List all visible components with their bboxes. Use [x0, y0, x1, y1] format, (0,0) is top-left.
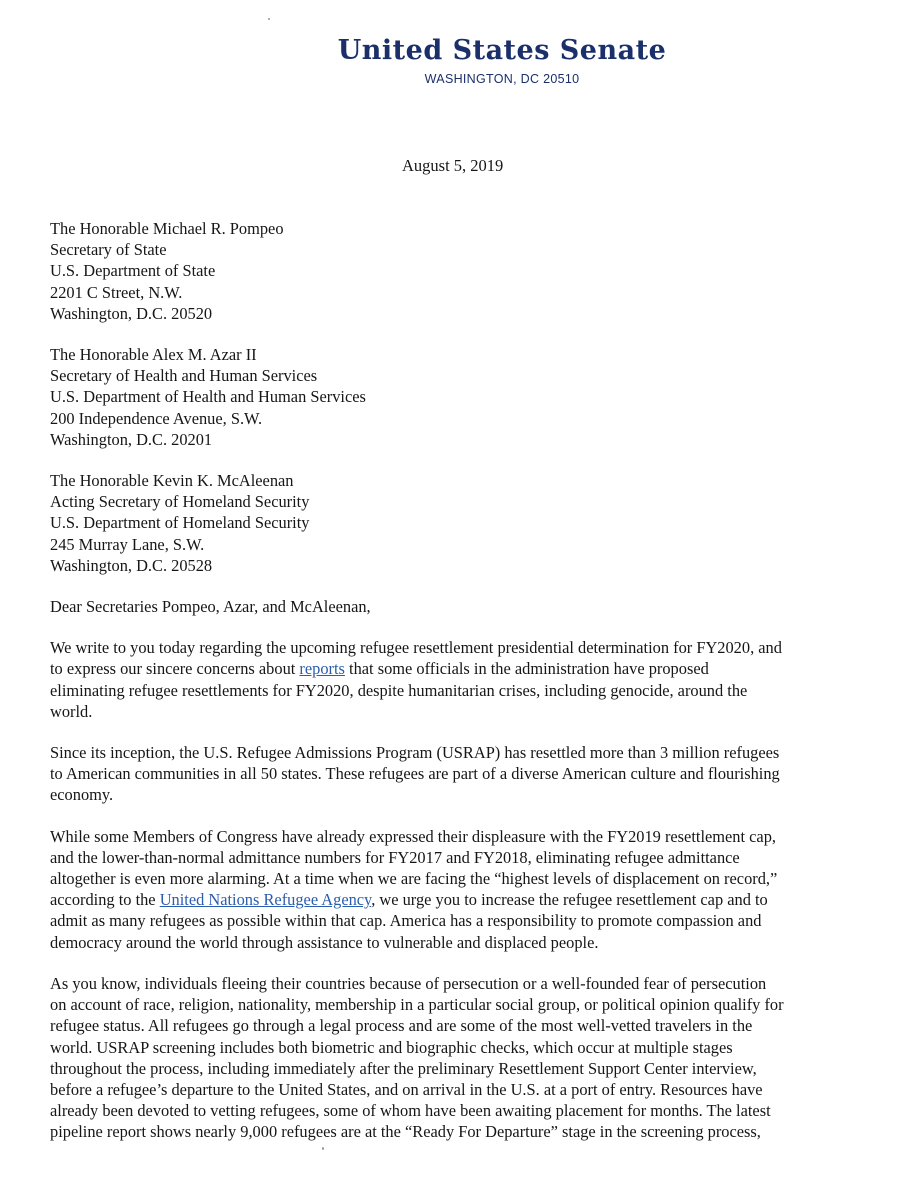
paragraph-line: world.	[50, 701, 93, 721]
recipient-address-block	[50, 344, 870, 450]
address-line: The Honorable Alex M. Azar II	[50, 345, 257, 365]
address-line: U.S. Department of State	[50, 261, 216, 281]
paragraph-line: before a refugee’s departure to the United States, and on arrival in the U.S. at a port of entry. Resources have	[50, 1079, 763, 1099]
paragraph-line: to American communities in all 50 states. These refugees are part of a diverse American culture and flourishing	[50, 764, 780, 784]
letterhead-title: United States Senate	[337, 35, 667, 66]
paragraph-line: eliminating refugee resettlements for FY2020, despite humanitarian crises, including genocide, around the	[50, 680, 748, 700]
paragraph-line	[50, 889, 870, 910]
address-line: The Honorable Michael R. Pompeo	[50, 219, 284, 238]
hyperlink[interactable]: United Nations Refugee Agency	[159, 890, 372, 910]
body-paragraph	[50, 742, 870, 806]
address-line: Washington, D.C. 20520	[50, 303, 213, 323]
paragraph-line: altogether is even more alarming. At a time when we are facing the “highest levels of displacement on record,”	[50, 869, 778, 889]
line-text-after-link: that some officials in the administration have proposed	[344, 659, 709, 679]
letter-body	[50, 218, 870, 1163]
body-paragraph	[50, 826, 870, 953]
paragraph-line: We write to you today regarding the upcoming refugee resettlement presidential determination for FY2020, and	[50, 638, 782, 658]
paragraph-line: and the lower-than-normal admittance numbers for FY2017 and FY2018, eliminating refugee admittance	[50, 847, 740, 867]
line-text-after-link: , we urge you to increase the refugee resettlement cap and to	[371, 890, 768, 910]
address-line: U.S. Department of Health and Human Services	[50, 387, 366, 407]
address-line: Acting Secretary of Homeland Security	[50, 492, 310, 512]
body-paragraph	[50, 637, 870, 722]
paragraph-line: Since its inception, the U.S. Refugee Admissions Program (USRAP) has resettled more than 3 million refugees	[50, 743, 780, 763]
letterhead	[0, 36, 914, 86]
recipient-address-block	[50, 470, 870, 576]
address-line: Secretary of State	[50, 240, 167, 260]
letter-paragraphs	[50, 637, 870, 1142]
letterhead-address: WASHINGTON, DC 20510	[424, 72, 580, 86]
scan-speck	[322, 1147, 324, 1150]
line-text-before-link: according to the	[50, 890, 160, 910]
address-line: 200 Independence Avenue, S.W.	[50, 408, 263, 428]
paragraph-line: admit as many refugees as possible within that cap. America has a responsibility to promote compassion and	[50, 911, 762, 931]
scan-speck	[268, 18, 270, 20]
address-line: Washington, D.C. 20528	[50, 555, 213, 575]
paragraph-line: world. USRAP screening includes both biometric and biographic checks, which occur at multiple stages	[50, 1037, 733, 1057]
recipient-address-block	[50, 218, 870, 324]
address-line: Secretary of Health and Human Services	[50, 366, 318, 386]
address-line: 245 Murray Lane, S.W.	[50, 534, 205, 554]
address-line: 2201 C Street, N.W.	[50, 282, 183, 302]
hyperlink[interactable]: reports	[299, 659, 345, 679]
address-line: Washington, D.C. 20201	[50, 429, 213, 449]
paragraph-line: on account of race, religion, nationality, membership in a particular social group, or political opinion qualify for	[50, 995, 784, 1015]
paragraph-line	[50, 658, 870, 679]
address-line: U.S. Department of Homeland Security	[50, 513, 310, 533]
paragraph-line: throughout the process, including immediately after the preliminary Resettlement Support Center interview,	[50, 1058, 757, 1078]
address-line: The Honorable Kevin K. McAleenan	[50, 471, 294, 491]
recipient-addresses	[50, 218, 870, 576]
paragraph-line: economy.	[50, 785, 114, 805]
paragraph-line: democracy around the world through assistance to vulnerable and displaced people.	[50, 932, 599, 952]
paragraph-line: While some Members of Congress have already expressed their displeasure with the FY2019 resettlement cap,	[50, 826, 776, 846]
paragraph-line: already been devoted to vetting refugees, some of whom have been awaiting placement for months. The latest	[50, 1101, 771, 1121]
paragraph-line: As you know, individuals fleeing their countries because of persecution or a well-founded fear of persecution	[50, 973, 767, 993]
paragraph-line: refugee status. All refugees go through a legal process and are some of the most well-vetted travelers in the	[50, 1016, 753, 1036]
line-text-before-link: to express our sincere concerns about	[50, 659, 300, 679]
paragraph-line: pipeline report shows nearly 9,000 refugees are at the “Ready For Departure” stage in the screening process,	[50, 1122, 761, 1142]
salutation: Dear Secretaries Pompeo, Azar, and McAleenan,	[50, 597, 371, 617]
letter-date: August 5, 2019	[402, 156, 504, 175]
body-paragraph	[50, 973, 870, 1143]
